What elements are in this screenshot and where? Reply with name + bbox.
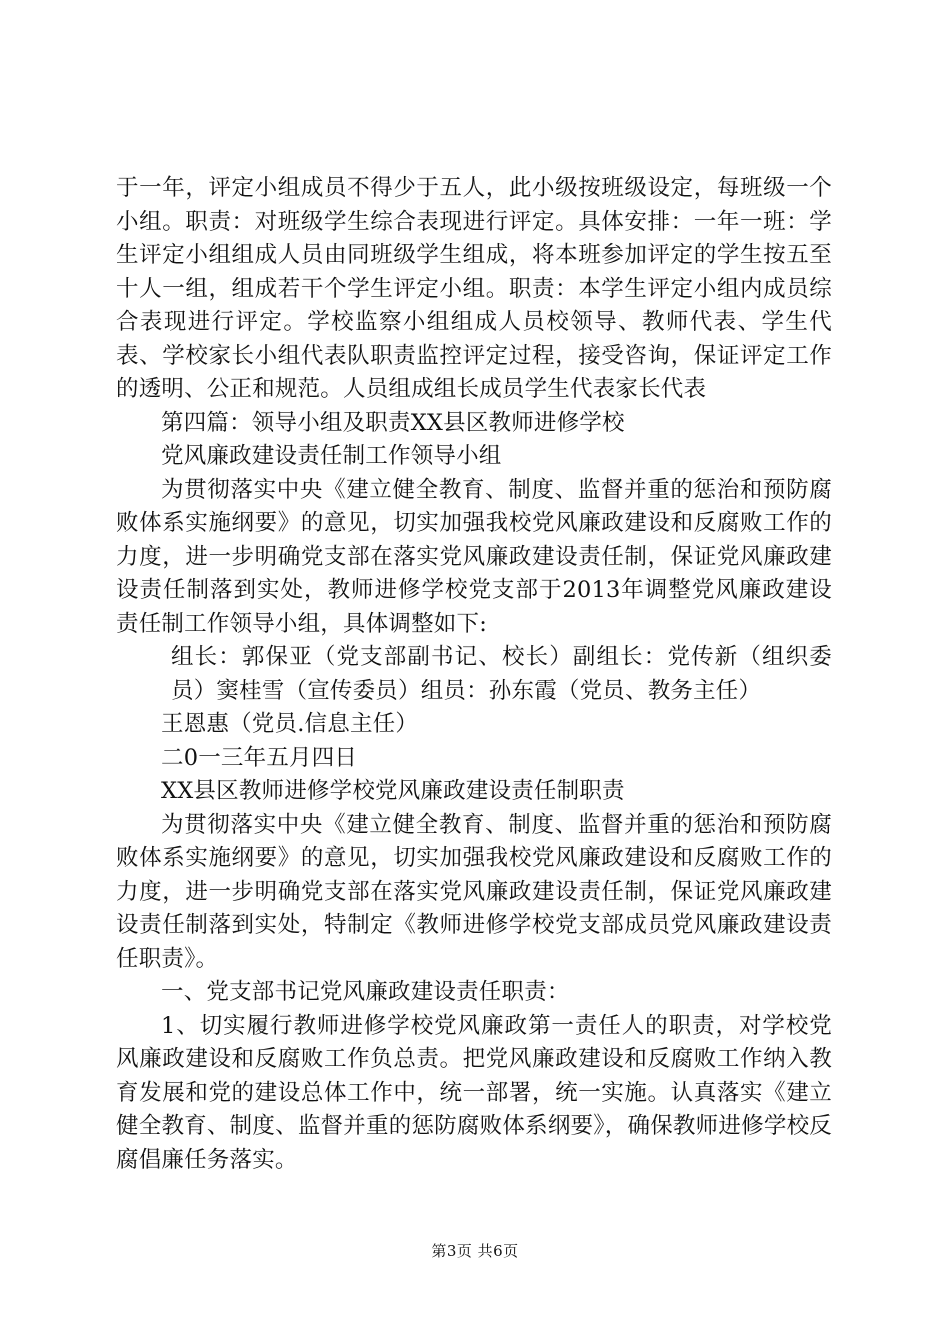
paragraph-date: 二0一三年五月四日 [161, 744, 358, 771]
page-footer [0, 1241, 950, 1261]
members-text: 组长：郭保亚（党支部副书记、校长）副组长：党传新（组织委员）窦桂雪（宣传委员）组员：孙东霞（党员、教务主任） [171, 644, 832, 704]
paragraph-duty-1: 1、切实履行教师进修学校党风廉政第一责任人的职责，对学校党风廉政建设和反腐败工作负总责。把党风廉政建设和反腐败工作纳入教育发展和党的建设总体工作中，统一部署，统一实施。认真落实《建立健全教育、制度、监督并重的惩防腐败体系纲要》，确保教师进修学校反腐倡廉任务落实。 [116, 1012, 832, 1173]
paragraph-members [116, 641, 832, 708]
document-body [116, 172, 832, 1177]
section-heading-part-four: 第四篇：领导小组及职责XX县区教师进修学校 [161, 409, 625, 436]
page-number-label: 第3页 共6页 [431, 1242, 519, 1260]
paragraph-continuation: 于一年，评定小组成员不得少于五人，此小级按班级设定，每班级一个小组。职责：对班级学生综合表现进行评定。具体安排：一年一班：学生评定小组组成人员由同班级学生组成，将本班参加评定的学生按五至十人一组，组成若干个学生评定小组。职责：本学生评定小组内成员综合表现进行评定。学校监察小组组成人员校领导、教师代表、学生代表、学校家长小组代表队职责监控评定过程，接受咨询，保证评定工作的透明、公正和规范。人员组成组长成员学生代表家长代表 [116, 175, 832, 402]
paragraph-purpose: 为贯彻落实中央《建立健全教育、制度、监督并重的惩治和预防腐败体系实施纲要》的意见，切实加强我校党风廉政建设和反腐败工作的力度，进一步明确党支部在落实党风廉政建设责任制，保证党风廉政建设责任制落到实处，教师进修学校党支部于2013年调整党风廉政建设责任制工作领导小组，具体调整如下: [116, 476, 832, 637]
paragraph-purpose-duties: 为贯彻落实中央《建立健全教育、制度、监督并重的惩治和预防腐败体系实施纲要》的意见，切实加强我校党风廉政建设和反腐败工作的力度，进一步明确党支部在落实党风廉政建设责任制，保证党风廉政建设责任制落到实处，特制定《教师进修学校党支部成员党风廉政建设责任职责》。 [116, 811, 832, 972]
section-heading-secretary-duties: 一、党支部书记党风廉政建设责任职责： [161, 979, 570, 1005]
section-heading-duties: XX县区教师进修学校党风廉政建设责任制职责 [161, 778, 625, 804]
section-subheading-leadership-group: 党风廉政建设责任制工作领导小组 [161, 443, 502, 469]
paragraph-member-wang: 王恩惠（党员.信息主任） [161, 711, 419, 737]
